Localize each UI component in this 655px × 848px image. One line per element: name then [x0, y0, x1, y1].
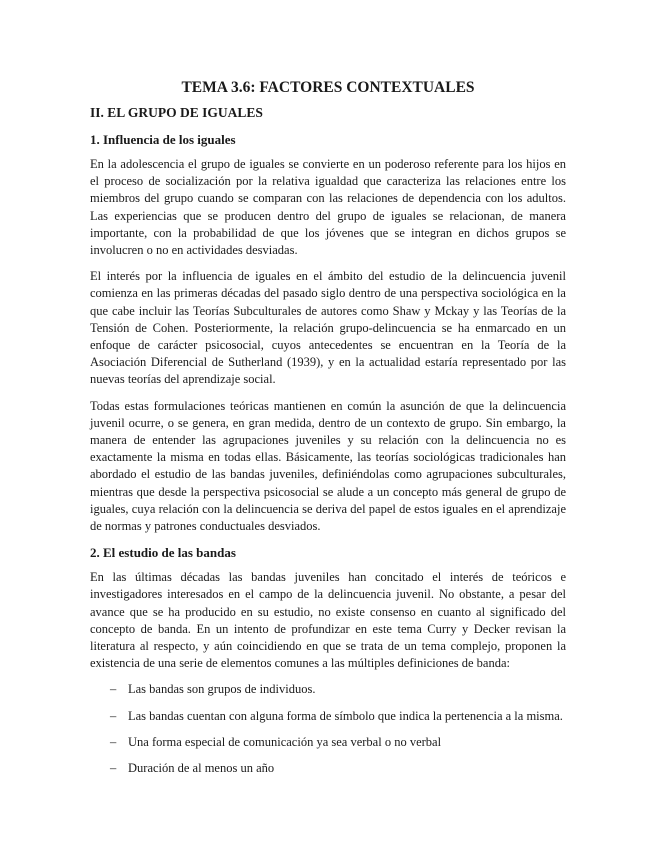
gang-elements-list	[90, 681, 566, 777]
paragraph: Todas estas formulaciones teóricas mantienen en común la asunción de que la delincuencia juvenil ocurre, o se genera, en gran medida, dentro de un contexto de grupo. Sin embargo, la manera de entender las agrupaciones juveniles y su relación con la delincuencia no es exactamente la misma en todas ellas. Básicamente, las teorías sociológicas tradicionales han abordado el estudio de las bandas juveniles, definiéndolas como agrupaciones subculturales, mientras que desde la perspectiva psicosocial se alude a un concepto más general de grupo de iguales, cuya relación con la delincuencia se deriva del papel de estos iguales en el aprendizaje de normas y patrones conductuales desviados.	[90, 398, 566, 534]
list-item	[90, 734, 566, 751]
dash-bullet-icon: –	[110, 734, 117, 749]
paragraph: En la adolescencia el grupo de iguales se convierte en un poderoso referente para los hijos en el proceso de socialización por la relativa igualdad que caracteriza las relaciones entre los miembros del grupo cuando se comparan con las relaciones de dependencia con los adultos. Las experiencias que se producen dentro del grupo de iguales se relacionan, de manera importante, con la probabilidad de que los jóvenes que se integran en dichos grupos se involucren o no en actividades desviadas.	[90, 157, 566, 258]
list-item-text: Las bandas son grupos de individuos.	[128, 682, 316, 697]
paragraph: El interés por la influencia de iguales en el ámbito del estudio de la delincuencia juvenil comienza en las primeras décadas del pasado siglo dentro de una perspectiva sociológica en la que cabe incluir las Teorías Subculturales de autores como Shaw y Mckay y las Teorías de la Tensión de Cohen. Posteriormente, la relación grupo-delincuencia se ha enmarcado en un enfoque de carácter psicosocial, cuyos antecedentes se encuentran en la Teoría de la Asociación Diferencial de Sutherland (1939), y en la actualidad estaría representado por las nuevas teorías del aprendizaje social.	[90, 269, 566, 387]
section-heading: II. EL GRUPO DE IGUALES	[90, 105, 263, 120]
document-page	[90, 70, 566, 786]
page-title: TEMA 3.6: FACTORES CONTEXTUALES	[181, 79, 475, 96]
list-item	[90, 681, 566, 698]
list-item	[90, 708, 566, 725]
list-item-text: Duración de al menos un año	[128, 761, 275, 776]
dash-bullet-icon: –	[110, 708, 117, 723]
dash-bullet-icon: –	[110, 682, 117, 697]
list-item	[90, 760, 566, 777]
paragraph: En las últimas décadas las bandas juveniles han concitado el interés de teóricos e investigadores interesados en el campo de la delincuencia juvenil. No obstante, a pesar del avance que se ha producido en su estudio, no existe consenso en cuanto al significado del concepto de banda. En un intento de profundizar en este tema Curry y Decker revisan la literatura al respecto, y aún coincidiendo en que se trata de un tema complejo, proponen la existencia de una serie de elementos comunes a las múltiples definiciones de banda:	[90, 570, 566, 671]
list-item-text: Una forma especial de comunicación ya sea verbal o no verbal	[128, 734, 442, 749]
subsection-heading-influencia: 1. Influencia de los iguales	[90, 132, 236, 147]
dash-bullet-icon: –	[110, 761, 117, 776]
subsection-heading-bandas: 2. El estudio de las bandas	[90, 545, 236, 561]
list-item-text: Las bandas cuentan con alguna forma de símbolo que indica la pertenencia a la misma.	[128, 708, 563, 723]
